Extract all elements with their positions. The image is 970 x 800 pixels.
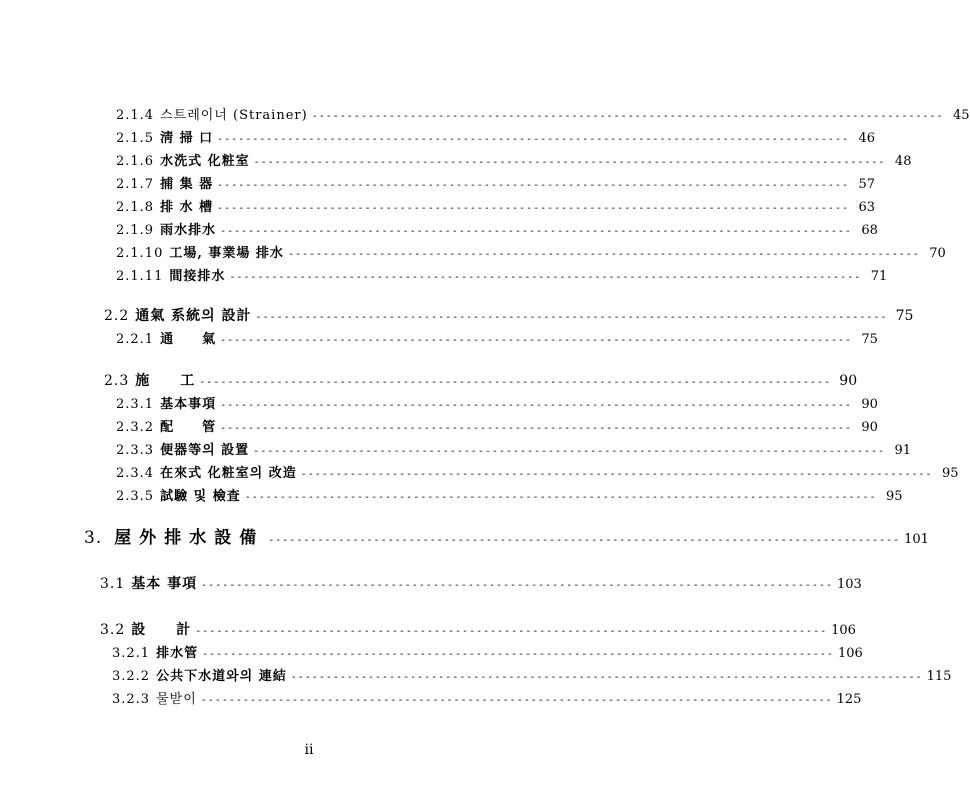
toc-entry <box>116 439 912 458</box>
toc-section-entry <box>104 370 858 390</box>
toc-entry-page: 103 <box>837 577 862 592</box>
toc-entry-number: 2.1.6 <box>116 154 155 169</box>
toc-entry-number: 2.1.5 <box>116 131 155 146</box>
toc-entry-page: 63 <box>858 200 875 215</box>
toc-leader: ------------------------------------------------------------------------------------------ <box>217 203 849 214</box>
toc-leader: ------------------------------------------------------------------------------------------ <box>199 377 832 388</box>
toc-leader: ------------------------------------------------------------------------------------------ <box>220 423 852 434</box>
page-number: ii <box>304 742 314 758</box>
toc-leader: ------------------------------------------------------------------------------------------ <box>268 535 901 546</box>
toc-entry <box>116 393 878 412</box>
toc-entry-number: 3.1 <box>100 576 126 592</box>
toc-entry-page: 106 <box>831 623 856 638</box>
toc-entry <box>116 127 875 146</box>
toc-entry-page: 115 <box>926 669 952 684</box>
toc-entry-page: 125 <box>836 692 862 707</box>
toc-entry-number: 2.1.11 <box>116 269 164 284</box>
toc-leader: ------------------------------------------------------------------------------------------ <box>202 649 834 660</box>
toc-entry-number: 3.2.3 <box>112 692 151 707</box>
toc-entry <box>116 265 888 284</box>
toc-entry-page: 106 <box>837 646 863 661</box>
toc-entry-title: 基本 事項 <box>131 576 198 592</box>
toc-leader: ------------------------------------------------------------------------------------------ <box>300 469 933 480</box>
toc-entry-number: 2.1.9 <box>116 223 155 238</box>
toc-entry-page: 95 <box>942 466 959 481</box>
toc-leader: ------------------------------------------------------------------------------------------ <box>195 626 828 637</box>
toc-entry-title: 捕 集 器 <box>160 177 214 192</box>
toc-leader: ------------------------------------------------------------------------------------------ <box>220 226 852 237</box>
toc-entry-page: 90 <box>861 397 878 412</box>
toc-entry-title: 配 管 <box>160 420 217 435</box>
toc-entry-number: 3. <box>84 528 103 548</box>
toc-entry-title: 排水管 <box>156 646 199 661</box>
toc-entry-page: 46 <box>858 131 875 146</box>
toc-entry <box>116 416 878 435</box>
toc-leader: ------------------------------------------------------------------------------------------ <box>220 400 852 411</box>
toc-entry-title: 水洗式 化粧室 <box>160 154 250 169</box>
toc-entry-page: 95 <box>886 489 903 504</box>
toc-entry-number: 2.3.4 <box>116 466 155 481</box>
toc-section-entry <box>100 619 856 639</box>
toc-entry-title: 便器等의 設置 <box>160 443 250 458</box>
toc-entry <box>116 173 875 192</box>
toc-entry-page: 91 <box>894 443 912 458</box>
toc-entry <box>116 150 912 169</box>
toc-entry <box>116 328 878 347</box>
toc-entry-page: 90 <box>839 373 858 389</box>
toc-entry-number: 3.2.2 <box>112 669 151 684</box>
toc-entry-page: 57 <box>858 177 875 192</box>
toc-entry-title: 公共下水道와의 連結 <box>156 669 287 684</box>
toc-leader: ------------------------------------------------------------------------------------------ <box>217 180 849 191</box>
toc-entry <box>112 642 863 661</box>
toc-entry <box>116 219 878 238</box>
toc-entry-title: 물받이 <box>156 692 197 707</box>
toc-entry-title: 間接排水 <box>169 269 226 284</box>
toc-entry-title: 工場, 事業場 排水 <box>169 246 284 261</box>
toc-entry <box>116 104 970 123</box>
toc-chapter-entry <box>84 523 929 548</box>
toc-section-entry <box>100 573 862 593</box>
toc-entry-number: 2.3.1 <box>116 397 155 412</box>
toc-entry-title: 基本事項 <box>160 397 217 412</box>
toc-entry-page: 90 <box>861 420 878 435</box>
toc-entry-number: 2.1.8 <box>116 200 155 215</box>
toc-leader: ------------------------------------------------------------------------------------------ <box>287 249 920 260</box>
toc-section-entry <box>104 305 914 325</box>
toc-leader: ------------------------------------------------------------------------------------------ <box>253 157 886 168</box>
toc-entry-number: 2.3.5 <box>116 489 155 504</box>
toc-entry-page: 71 <box>870 269 888 284</box>
toc-entry-number: 3.2 <box>100 622 126 638</box>
toc-entry-page: 75 <box>861 332 878 347</box>
toc-leader: ------------------------------------------------------------------------------------------ <box>311 111 944 122</box>
toc-leader: ------------------------------------------------------------------------------------------ <box>200 695 833 706</box>
toc-entry <box>116 462 959 481</box>
toc-entry-title: 試驗 및 檢査 <box>160 489 241 504</box>
toc-entry <box>116 196 875 215</box>
toc-leader: ------------------------------------------------------------------------------------------ <box>229 272 862 283</box>
toc-entry-title: 施 工 <box>135 373 196 389</box>
toc-leader: ------------------------------------------------------------------------------------------ <box>255 312 888 323</box>
toc-leader: ------------------------------------------------------------------------------------------ <box>253 446 886 457</box>
toc-entry-number: 2.2 <box>104 308 130 324</box>
toc-entry-page: 75 <box>895 308 914 324</box>
toc-entry-title: 設 計 <box>131 622 192 638</box>
toc-entry-page: 70 <box>929 246 946 261</box>
toc-entry-number: 2.3.3 <box>116 443 155 458</box>
toc-entry <box>112 665 952 684</box>
toc-entry-number: 3.2.1 <box>112 646 151 661</box>
toc-entry-page: 68 <box>861 223 878 238</box>
toc-entry-title: 屋外排水設備 <box>114 528 265 548</box>
toc-leader: ------------------------------------------------------------------------------------------ <box>201 580 833 591</box>
toc-entry <box>116 485 903 504</box>
toc-entry-number: 2.1.7 <box>116 177 155 192</box>
toc-entry-title: 在來式 化粧室의 改造 <box>160 466 297 481</box>
toc-entry-page: 45 <box>953 108 970 123</box>
toc-entry <box>116 242 946 261</box>
toc-leader: ------------------------------------------------------------------------------------------ <box>220 335 852 346</box>
toc-entry <box>112 688 862 707</box>
toc-entry-number: 2.1.4 <box>116 108 155 123</box>
toc-entry-title: 排 水 槽 <box>160 200 214 215</box>
toc-entry-title: 通 氣 <box>160 332 217 347</box>
toc-entry-number: 2.1.10 <box>116 246 164 261</box>
toc-leader: ------------------------------------------------------------------------------------------ <box>217 134 849 145</box>
toc-entry-page: 101 <box>904 532 929 547</box>
toc-entry-number: 2.2.1 <box>116 332 155 347</box>
toc-entry-title: 雨水排水 <box>160 223 217 238</box>
toc-leader: ------------------------------------------------------------------------------------------ <box>290 672 923 683</box>
toc-entry-number: 2.3 <box>104 373 130 389</box>
toc-entry-number: 2.3.2 <box>116 420 155 435</box>
toc-entry-title: 通氣 系統의 設計 <box>135 308 252 324</box>
toc-leader: ------------------------------------------------------------------------------------------ <box>244 492 877 503</box>
toc-entry-title: 淸 掃 口 <box>160 131 214 146</box>
toc-entry-page: 48 <box>894 154 912 169</box>
toc-entry-title: 스트레이너 (Strainer) <box>160 108 308 123</box>
